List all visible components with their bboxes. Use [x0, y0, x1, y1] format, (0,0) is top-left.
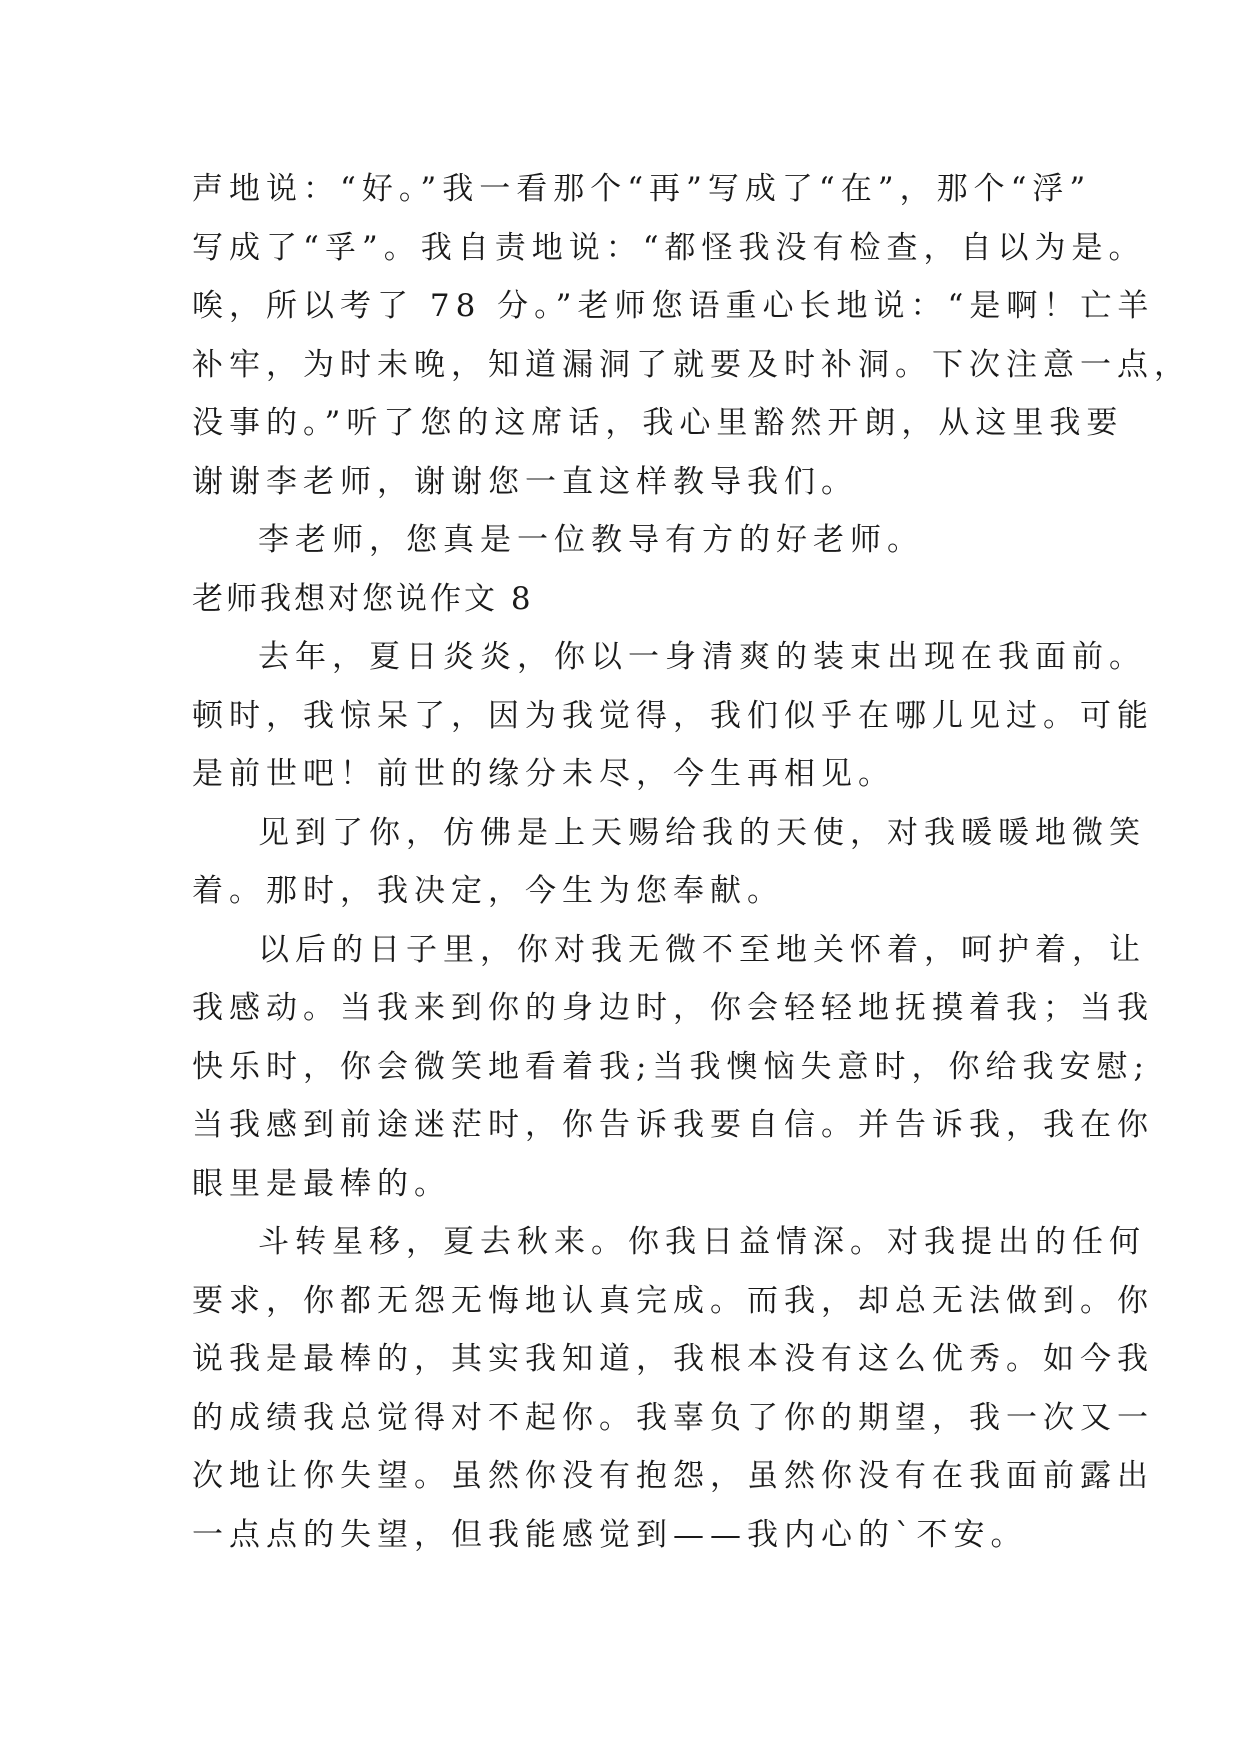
text-line: 声地说：“好。”我一看那个“再”写成了“在”，那个“浮”	[192, 171, 1092, 207]
text-line: 快乐时，你会微笑地看着我;当我懊恼失意时，你给我安慰;	[192, 1048, 1150, 1085]
document-body	[192, 160, 1191, 1564]
text-line: 以后的日子里，你对我无微不至地关怀着，呵护着，让	[258, 931, 1146, 968]
text-line: 着。那时，我决定，今生为您奉献。	[192, 873, 784, 909]
text-line: 当我感到前途迷茫时，你告诉我要自信。并告诉我，我在你	[192, 1107, 1154, 1143]
text-line: 见到了你，仿佛是上天赐给我的天使，对我暖暖地微笑	[258, 814, 1146, 851]
paragraph	[192, 1213, 1154, 1564]
heading-text: 老师我想对您说作文 8	[192, 580, 534, 617]
text-line: 李老师，您真是一位教导有方的好老师。	[258, 522, 924, 558]
text-line: 一点点的失望，但我能感觉到——我内心的`不安。	[192, 1516, 1028, 1553]
text-line: 说我是最棒的，其实我知道，我根本没有这么优秀。如今我	[192, 1341, 1154, 1377]
text-line: 谢谢李老师，谢谢您一直这样教导我们。	[192, 463, 858, 500]
text-line: 是前世吧！前世的缘分未尽，今生再相见。	[192, 756, 895, 792]
section-heading	[192, 570, 1052, 629]
text-line: 斗转星移，夏去秋来。你我日益情深。对我提出的任何	[258, 1224, 1146, 1260]
text-line: 眼里是最棒的。	[192, 1165, 451, 1202]
text-line: 次地让你失望。虽然你没有抱怨，虽然你没有在我面前露出	[192, 1458, 1154, 1494]
text-line: 唉，所以考了 78 分。”老师您语重心长地说：“是啊！亡羊	[192, 288, 1155, 324]
paragraph	[192, 921, 1154, 1214]
paragraph	[192, 804, 1146, 921]
text-line: 补牢，为时未晚，知道漏洞了就要及时补洞。下次注意一点，	[192, 346, 1191, 383]
text-line: 要求，你都无怨无悔地认真完成。而我，却总无法做到。你	[192, 1282, 1154, 1319]
text-line: 我感动。当我来到你的身边时，你会轻轻地抚摸着我；当我	[192, 990, 1154, 1026]
paragraph	[192, 160, 1191, 511]
paragraph	[192, 511, 1052, 570]
text-line: 顿时，我惊呆了，因为我觉得，我们似乎在哪儿见过。可能	[192, 697, 1154, 734]
text-line: 的成绩我总觉得对不起你。我辜负了你的期望，我一次又一	[192, 1399, 1154, 1436]
text-line: 写成了“孚”。我自责地说：“都怪我没有检查，自以为是。	[192, 229, 1146, 266]
text-line: 去年，夏日炎炎，你以一身清爽的装束出现在我面前。	[258, 639, 1146, 675]
text-line: 没事的。”听了您的这席话，我心里豁然开朗，从这里我要	[192, 405, 1124, 441]
paragraph	[192, 628, 1154, 804]
